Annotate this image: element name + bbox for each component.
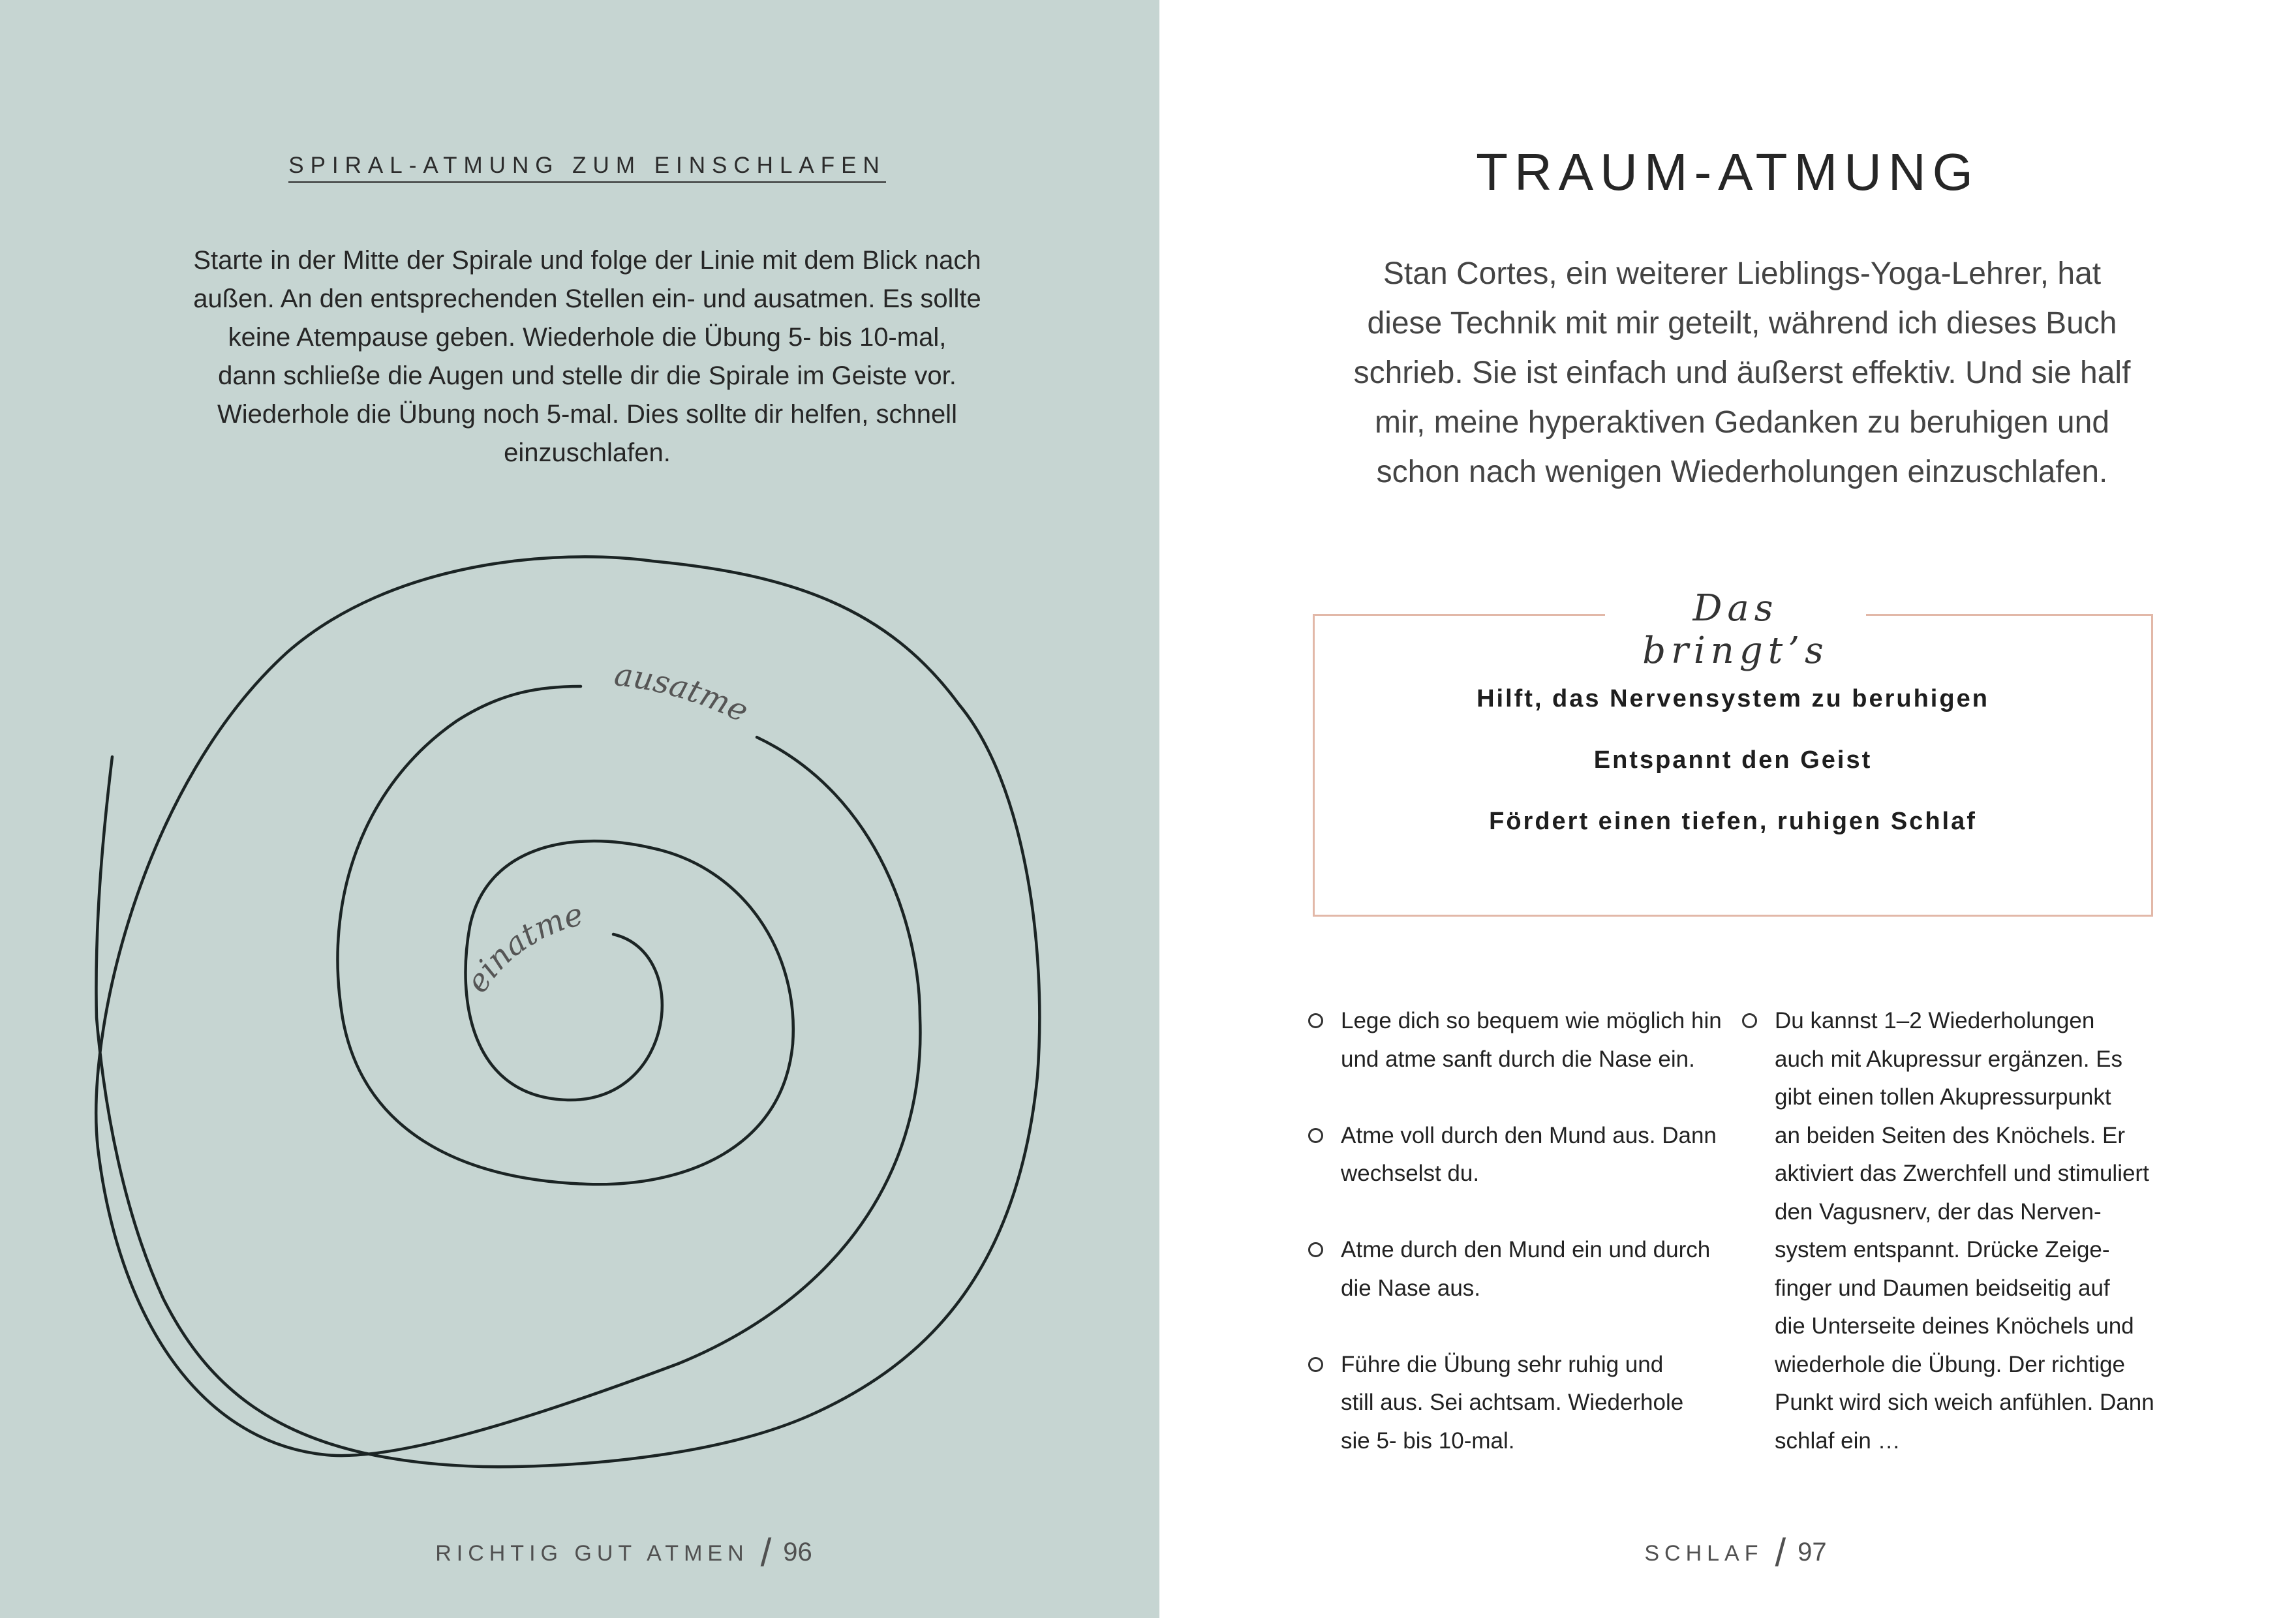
intro-paragraph [1318, 249, 2166, 497]
step-line: still aus. Sei achtsam. Wiederhole [1341, 1390, 1684, 1415]
step-line: finger und Daumen beidseitig auf [1775, 1275, 2110, 1301]
page-number: 97 [1798, 1538, 1827, 1566]
benefit-item: Entspannt den Geist [1593, 746, 1873, 774]
exercise-heading [176, 153, 998, 183]
step-line: auch mit Akupressur ergänzen. Es [1775, 1046, 2123, 1072]
inhale-label-text: einatme [459, 896, 587, 1000]
exercise-heading-text: SPIRAL-ATMUNG ZUM EINSCHLAFEN [288, 153, 886, 183]
step-line: Du kannst 1–2 Wiederholungen [1775, 1008, 2095, 1033]
circle-bullet-icon [1742, 1013, 1757, 1028]
steps-column-2 [1742, 1002, 2160, 1460]
inhale-label [0, 496, 587, 999]
footer-separator: / [760, 1531, 772, 1574]
instruction-line: Wiederhole die Übung noch 5-mal. Dies sollte dir helfen, schnell [217, 400, 957, 429]
intro-line: Stan Cortes, ein weiterer Lieblings-Yoga-Lehrer, hat [1383, 256, 2102, 291]
steps-column-1 [1308, 1002, 1726, 1499]
step-line: wiederhole die Übung. Der richtige [1775, 1351, 2125, 1377]
step-line: Punkt wird sich weich anfühlen. Dann [1775, 1390, 2154, 1415]
step-line: gibt einen tollen Akupressurpunkt [1775, 1084, 2111, 1110]
circle-bullet-icon [1308, 1128, 1323, 1143]
benefits-title: Das bringt’s [1605, 587, 1866, 672]
benefits-list [1313, 685, 2153, 869]
footer-separator: / [1775, 1531, 1786, 1574]
step-item [1308, 1002, 1726, 1078]
breathing-spiral [0, 496, 1159, 1488]
step-line: an beiden Seiten des Knöchels. Er [1775, 1122, 2126, 1148]
page-title: TRAUM-ATMUNG [1476, 143, 1980, 201]
circle-bullet-icon [1308, 1242, 1323, 1257]
instruction-line: einzuschlafen. [504, 438, 671, 467]
right-page-footer [1501, 1530, 1970, 1575]
benefit-item: Hilft, das Nervensystem zu beruhigen [1477, 685, 1989, 712]
step-line: und atme sanft durch die Nase ein. [1341, 1046, 1695, 1072]
step-line: wechselst du. [1341, 1161, 1480, 1186]
step-line: system entspannt. Drücke Zeige- [1775, 1237, 2110, 1262]
instruction-line: außen. An den entsprechenden Stellen ein- und ausatmen. Es sollte [193, 284, 981, 313]
page-number: 96 [783, 1538, 812, 1566]
intro-line: schon nach wenigen Wiederholungen einzuschlafen. [1376, 455, 2108, 489]
instruction-line: dann schließe die Augen und stelle dir die Spirale im Geiste vor. [218, 361, 957, 390]
step-line: die Unterseite deines Knöchels und [1775, 1313, 2134, 1339]
left-page-footer [0, 1530, 1159, 1575]
intro-line: diese Technik mit mir geteilt, während ich dieses Buch [1367, 306, 2117, 341]
step-item [1308, 1231, 1726, 1307]
exhale-label [0, 496, 754, 729]
step-line: die Nase aus. [1341, 1275, 1481, 1301]
step-line: sie 5- bis 10-mal. [1341, 1427, 1515, 1454]
step-line: schlaf ein … [1775, 1427, 1901, 1454]
step-line: Atme durch den Mund ein und durch [1341, 1237, 1711, 1262]
step-item [1308, 1346, 1726, 1461]
step-line: Atme voll durch den Mund aus. Dann [1341, 1122, 1717, 1148]
step-line: den Vagusnerv, der das Nerven- [1775, 1198, 2102, 1225]
benefit-item: Fördert einen tiefen, ruhigen Schlaf [1489, 808, 1977, 835]
circle-bullet-icon [1308, 1013, 1323, 1028]
exhale-label-text: ausatme [612, 656, 754, 730]
step-item [1742, 1002, 2160, 1460]
instruction-line: keine Atempause geben. Wiederhole die Übung 5- bis 10-mal, [228, 323, 947, 352]
instruction-line: Starte in der Mitte der Spirale und folge der Linie mit dem Blick nach [193, 246, 981, 275]
spiral-line [96, 557, 1039, 1467]
step-line: Führe die Übung sehr ruhig und [1341, 1351, 1664, 1377]
footer-section-title: RICHTIG GUT ATMEN [435, 1541, 749, 1566]
intro-line: mir, meine hyperaktiven Gedanken zu beruhigen und [1374, 405, 2110, 440]
exercise-instructions [183, 241, 992, 472]
circle-bullet-icon [1308, 1357, 1323, 1372]
step-item [1308, 1117, 1726, 1193]
footer-section-title: SCHLAF [1644, 1541, 1764, 1566]
step-line: Lege dich so bequem wie möglich hin [1341, 1008, 1722, 1033]
step-line: aktiviert das Zwerchfell und stimuliert [1775, 1161, 2149, 1186]
intro-line: schrieb. Sie ist einfach und äußerst effektiv. Und sie half [1353, 356, 2131, 390]
